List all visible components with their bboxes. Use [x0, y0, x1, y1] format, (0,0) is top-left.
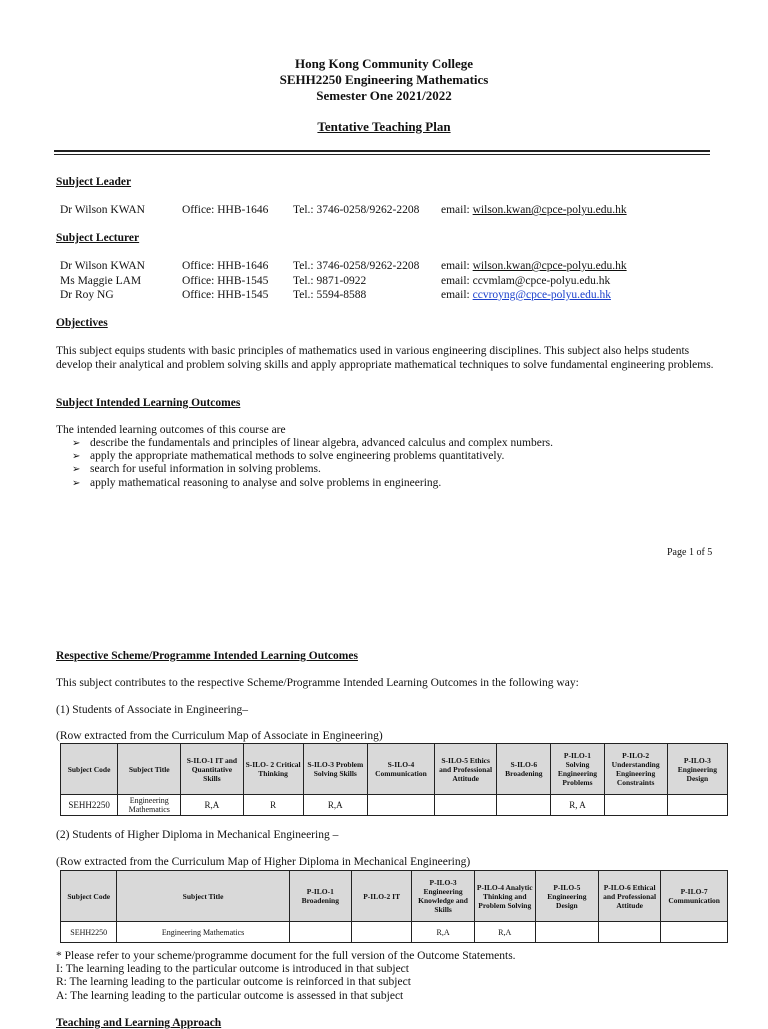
lecturer-email	[441, 289, 611, 301]
silo-item-text: apply the appropriate mathematical methods to solve engineering problems quantitatively.	[90, 450, 505, 462]
page-number: Page 1 of 5	[667, 547, 713, 558]
table-cell: SEHH2250	[61, 922, 117, 943]
lecturer-email-label: email:	[441, 275, 470, 287]
header-cell: P-ILO-6 Ethical and Professional Attitude	[599, 871, 661, 922]
pilo-intro: This subject contributes to the respective Scheme/Programme Intended Learning Outcomes in the following way:	[56, 677, 579, 689]
curriculum-map-table-2	[60, 870, 728, 943]
table-cell: SEHH2250	[61, 795, 118, 816]
header-cell: P-ILO-5 Engineering Design	[535, 871, 598, 922]
lecturer-email-label: email:	[441, 289, 470, 301]
header-cell: Subject Title	[118, 744, 181, 795]
header-cell: P-ILO-7 Communication	[661, 871, 728, 922]
table-cell	[661, 922, 728, 943]
legend-note: A: The learning leading to the particular outcome is assessed in that subject	[56, 990, 404, 1002]
lecturer-office: Office: HHB-1646	[182, 260, 269, 272]
arrow-bullet-icon: ➢	[72, 478, 81, 489]
arrow-bullet-icon: ➢	[72, 438, 81, 449]
table-cell: R,A	[303, 795, 367, 816]
header-cell: Subject Code	[61, 871, 117, 922]
pilo-heading: Respective Scheme/Programme Intended Learning Outcomes	[56, 650, 358, 662]
leader-email-link[interactable]: wilson.kwan@cpce-polyu.edu.hk	[472, 204, 627, 216]
table-cell: R,A	[474, 922, 535, 943]
silo-item-text: search for useful information in solving problems.	[90, 463, 321, 475]
table-cell: Engineering Mathematics	[117, 922, 289, 943]
group1-title: (1) Students of Associate in Engineering–	[56, 704, 248, 716]
lecturer-tel: Tel.: 3746-0258/9262-2208	[293, 260, 420, 272]
table-cell: R	[243, 795, 303, 816]
leader-name: Dr Wilson KWAN	[60, 204, 145, 216]
arrow-bullet-icon: ➢	[72, 451, 81, 462]
table-cell	[535, 922, 598, 943]
table-cell: R,A	[181, 795, 243, 816]
leader-email	[441, 204, 627, 216]
silo-item	[72, 463, 321, 475]
lecturer-tel: Tel.: 5594-8588	[293, 289, 367, 301]
table-header-row	[61, 744, 728, 795]
header-cell: S-ILO-4 Communication	[367, 744, 434, 795]
objectives-heading: Objectives	[56, 317, 108, 329]
header-cell: S-ILO-1 IT and Quantitative Skills	[181, 744, 243, 795]
silo-item	[72, 437, 553, 449]
subject-leader-heading: Subject Leader	[56, 176, 132, 188]
table-row	[61, 922, 728, 943]
silo-item	[72, 477, 441, 489]
curriculum-map-table-1	[60, 743, 728, 816]
lecturer-email	[441, 275, 610, 287]
header-rule-thin	[54, 154, 710, 155]
table-cell	[497, 795, 551, 816]
lecturer-tel: Tel.: 9871-0922	[293, 275, 367, 287]
table-header-row	[61, 871, 728, 922]
table-cell: R, A	[551, 795, 604, 816]
header-cell: S-ILO-3 Problem Solving Skills	[303, 744, 367, 795]
lecturer-name: Ms Maggie LAM	[60, 275, 142, 287]
legend-note: I: The learning leading to the particular outcome is introduced in that subject	[56, 963, 409, 975]
lecturer-office: Office: HHB-1545	[182, 289, 269, 301]
subject-lecturer-heading: Subject Lecturer	[56, 232, 140, 244]
lecturer-email-link[interactable]: ccvroyng@cpce-polyu.edu.hk	[472, 289, 611, 301]
group1-caption: (Row extracted from the Curriculum Map of Associate in Engineering)	[56, 730, 383, 742]
table-cell	[367, 795, 434, 816]
table-cell	[289, 922, 351, 943]
teaching-approach-heading: Teaching and Learning Approach	[56, 1017, 222, 1029]
semester: Semester One 2021/2022	[316, 88, 452, 103]
table-cell	[435, 795, 497, 816]
table-row	[61, 795, 728, 816]
group2-caption: (Row extracted from the Curriculum Map of Higher Diploma in Mechanical Engineering)	[56, 856, 471, 868]
leader-tel: Tel.: 3746-0258/9262-2208	[293, 204, 420, 216]
silo-item	[72, 450, 504, 462]
lecturer-email	[441, 260, 627, 272]
header-cell: P-ILO-2 Understanding Engineering Constraints	[604, 744, 667, 795]
lecturer-email-label: email:	[441, 260, 470, 272]
table-cell: R,A	[412, 922, 474, 943]
silo-intro: The intended learning outcomes of this course are	[56, 424, 286, 436]
college-name: Hong Kong Community College	[294, 56, 474, 71]
header-cell: P-ILO-2 IT	[351, 871, 412, 922]
header-cell: P-ILO-1 Broadening	[289, 871, 351, 922]
header-cell: P-ILO-3 Engineering Design	[667, 744, 727, 795]
lecturer-name: Dr Roy NG	[60, 289, 114, 301]
lecturer-name: Dr Wilson KWAN	[60, 260, 145, 272]
table-cell	[667, 795, 727, 816]
subject-title: SEHH2250 Engineering Mathematics	[279, 72, 489, 87]
lecturer-office: Office: HHB-1545	[182, 275, 269, 287]
header-cell: Subject Code	[61, 744, 118, 795]
silo-item-text: describe the fundamentals and principles of linear algebra, advanced calculus and complex numbers.	[90, 437, 554, 449]
arrow-bullet-icon: ➢	[72, 464, 81, 475]
header-cell: P-ILO-4 Analytic Thinking and Problem Solving	[474, 871, 535, 922]
leader-email-label: email:	[441, 204, 470, 216]
plan-title: Tentative Teaching Plan	[317, 119, 451, 134]
table-cell	[599, 922, 661, 943]
table-cell: Engineering Mathematics	[118, 795, 181, 816]
silo-heading: Subject Intended Learning Outcomes	[56, 397, 241, 409]
header-cell: P-ILO-3 Engineering Knowledge and Skills	[412, 871, 474, 922]
lecturer-email-link[interactable]: wilson.kwan@cpce-polyu.edu.hk	[472, 260, 627, 272]
header-cell: S-ILO-5 Ethics and Professional Attitude	[435, 744, 497, 795]
table-cell	[604, 795, 667, 816]
group2-title: (2) Students of Higher Diploma in Mechanical Engineering –	[56, 829, 339, 841]
header-cell: Subject Title	[117, 871, 289, 922]
silo-item-text: apply mathematical reasoning to analyse and solve problems in engineering.	[90, 477, 442, 489]
table-cell	[351, 922, 412, 943]
header-cell: S-ILO-6 Broadening	[497, 744, 551, 795]
objectives-text: This subject equips students with basic principles of mathematics used in various engineering disciplines. This subject also helps students develop their analytical and problem solving skills and apply appropriate mathematical techniques to solve fundamental engineering problems.	[56, 345, 714, 371]
footnote: * Please refer to your scheme/programme document for the full version of the Outcome Statements.	[56, 950, 516, 962]
legend-note: R: The learning leading to the particular outcome is reinforced in that subject	[56, 976, 411, 988]
lecturer-email-text: ccvmlam@cpce-polyu.edu.hk	[472, 275, 611, 287]
leader-office: Office: HHB-1646	[182, 204, 269, 216]
header-rule-thick	[54, 150, 710, 152]
header-cell: S-ILO- 2 Critical Thinking	[243, 744, 303, 795]
header-cell: P-ILO-1 Solving Engineering Problems	[551, 744, 604, 795]
